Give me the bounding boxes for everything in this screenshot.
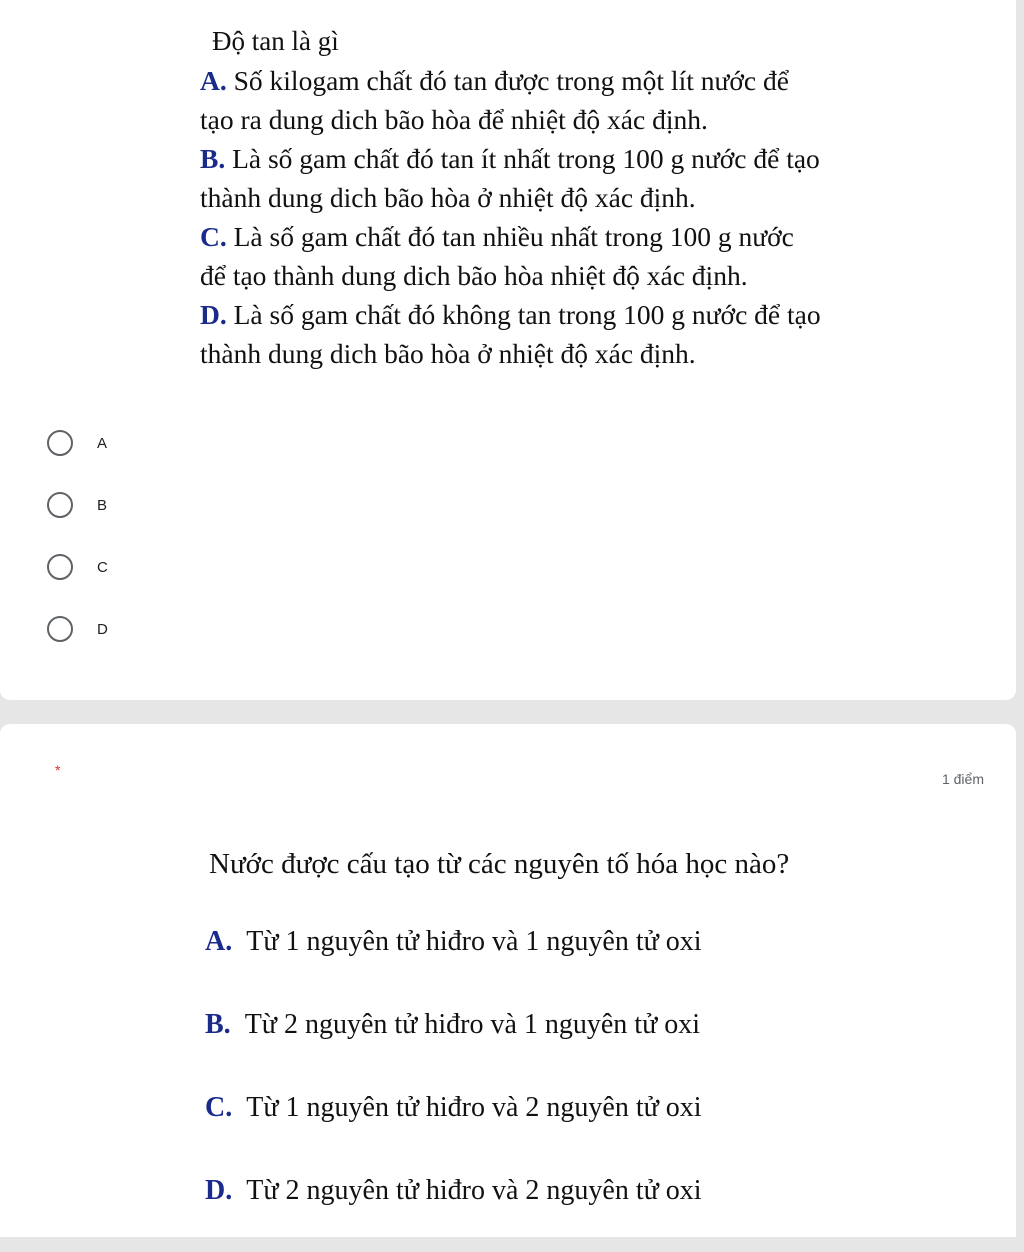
answer-choices xyxy=(47,425,108,673)
required-marker: * xyxy=(55,762,61,778)
question-1-title: Độ tan là gì xyxy=(212,26,339,56)
question-1-option-a-cont: tạo ra dung dich bão hòa để nhiệt độ xác định. xyxy=(200,104,708,135)
option-letter: A. xyxy=(200,65,227,96)
question-1-option-d-cont: thành dung dich bão hòa ở nhiệt độ xác định. xyxy=(200,338,696,369)
option-text: Là số gam chất đó không tan trong 100 g nước để tạo xyxy=(226,299,821,330)
option-letter: D. xyxy=(200,299,227,330)
question-1-option-b-cont: thành dung dich bão hòa ở nhiệt độ xác định. xyxy=(200,182,696,213)
choice-d[interactable] xyxy=(47,611,108,647)
option-text: Là số gam chất đó tan nhiều nhất trong 100 g nước xyxy=(226,221,794,252)
radio-button[interactable] xyxy=(47,554,73,580)
option-text: Là số gam chất đó tan ít nhất trong 100 g nước để tạo xyxy=(225,143,820,174)
option-text: Từ 2 nguyên tử hiđro và 2 nguyên tử oxi xyxy=(246,1175,702,1206)
choice-label: C xyxy=(97,558,108,576)
radio-button[interactable] xyxy=(47,616,73,642)
choice-label: D xyxy=(97,620,108,638)
option-letter: B. xyxy=(200,143,226,174)
question-1-image xyxy=(200,22,980,373)
question-2-title: Nước được cấu tạo từ các nguyên tố hóa học nào? xyxy=(209,848,790,880)
question-1-option-d xyxy=(200,295,980,334)
choice-b[interactable] xyxy=(47,487,108,523)
option-text: Từ 1 nguyên tử hiđro và 1 nguyên tử oxi xyxy=(246,926,702,957)
choice-label: A xyxy=(97,434,108,452)
option-text: Từ 2 nguyên tử hiđro và 1 nguyên tử oxi xyxy=(244,1009,701,1040)
question-1-option-a xyxy=(200,61,980,100)
question-2-option-a xyxy=(205,920,789,964)
question-2-option-b xyxy=(205,1003,789,1047)
option-letter: D. xyxy=(205,1175,233,1206)
radio-button[interactable] xyxy=(47,430,73,456)
option-letter: A. xyxy=(205,926,233,957)
question-1-option-b xyxy=(200,139,980,178)
radio-button[interactable] xyxy=(47,492,73,518)
points-label: 1 điểm xyxy=(941,771,984,787)
option-text: Số kilogam chất đó tan được trong một lít nước để xyxy=(226,65,789,96)
question-1-option-c-cont: để tạo thành dung dich bão hòa nhiệt độ xác định. xyxy=(200,260,748,291)
option-letter: B. xyxy=(205,1009,231,1040)
choice-c[interactable] xyxy=(47,549,108,585)
question-2-option-d xyxy=(205,1169,789,1213)
question-1-option-c xyxy=(200,217,980,256)
question-2-option-c xyxy=(205,1086,789,1130)
option-text: Từ 1 nguyên tử hiđro và 2 nguyên tử oxi xyxy=(246,1092,702,1123)
choice-label: B xyxy=(97,496,108,514)
option-letter: C. xyxy=(205,1092,233,1123)
option-letter: C. xyxy=(200,221,227,252)
choice-a[interactable] xyxy=(47,425,108,461)
question-2-image xyxy=(205,842,789,1252)
